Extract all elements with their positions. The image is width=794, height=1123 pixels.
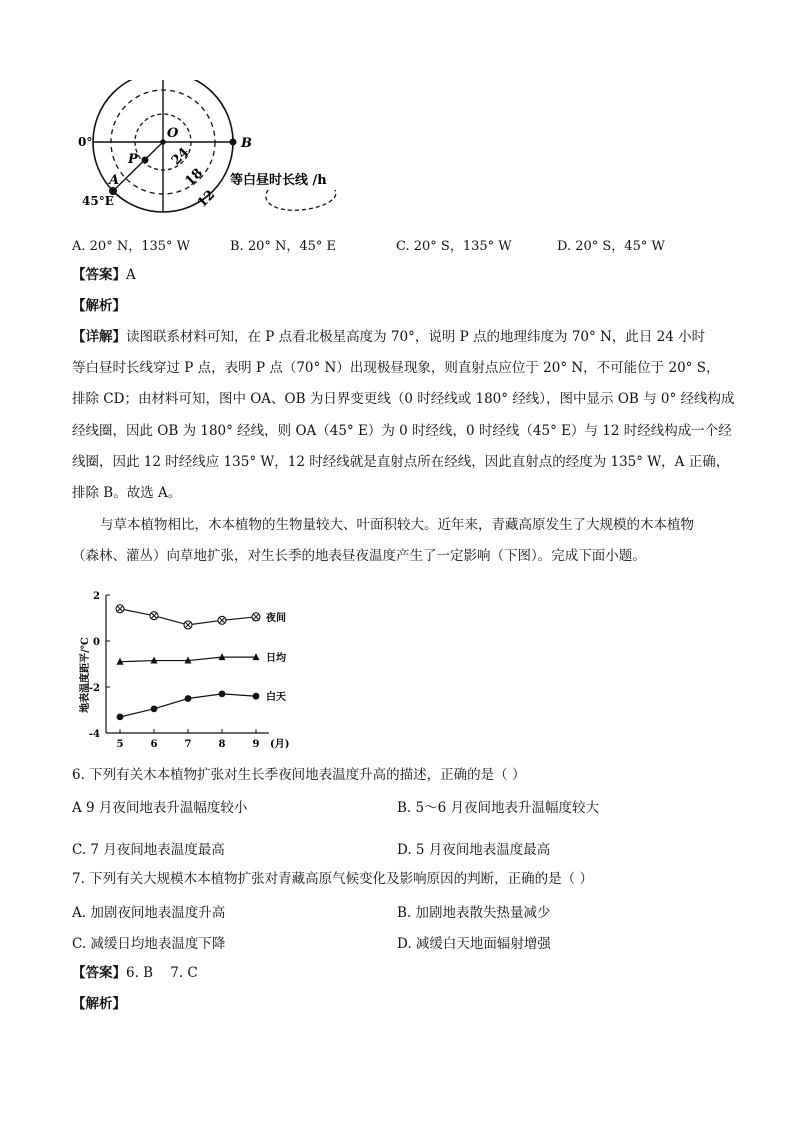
detail-line-5: 线圈，因此 12 时经线应 135° W，12 时经线就是直射点所在经线，因此直射点的经度为 135° W，A 正确， xyxy=(72,454,730,470)
label-O: O xyxy=(167,126,179,141)
label-12: 12 xyxy=(194,187,219,211)
label-P: P xyxy=(128,152,138,167)
analysis-label-2: 【解析】 xyxy=(72,996,126,1012)
q7-option-c: C. 减缓日均地表温度下降 xyxy=(72,936,226,952)
detail-label: 【详解】 xyxy=(72,329,126,345)
q5-option-d: D. 20° S，45° W xyxy=(557,239,665,254)
detail-line-4: 经线圈，因此 OB 为 180° 经线，则 OA（45° E）为 0 时经线，0 时经线（45° E）与 12 时经线构成一个经 xyxy=(72,423,732,439)
legend-label: 等白昼时长线 /h xyxy=(230,173,327,188)
y-axis-label: 地表温度距平/℃ xyxy=(80,637,91,713)
q6-option-d: D. 5 月夜间地表温度最高 xyxy=(397,842,551,858)
label-24: 24 xyxy=(168,145,193,169)
x-tick-label: 7 xyxy=(184,739,192,750)
polar-diagram xyxy=(70,80,350,215)
q5-option-a: A. 20° N，135° W xyxy=(72,239,191,254)
x-tick-label: 9 xyxy=(252,739,260,750)
q7-option-a: A. 加剧夜间地表温度升高 xyxy=(72,905,226,921)
q7-stem: 7. 下列有关大规模木本植物扩张对青藏高原气候变化及影响原因的判断，正确的是（ ） xyxy=(72,871,593,887)
q6-stem: 6. 下列有关木本植物扩张对生长季夜间地表温度升高的描述，正确的是（ ） xyxy=(72,767,526,783)
q6-option-b: B. 5～6 月夜间地表升温幅度较大 xyxy=(397,800,599,816)
point-day xyxy=(151,705,158,712)
answer-2 xyxy=(72,963,198,983)
y-tick-label: -2 xyxy=(88,683,100,694)
x-tick-label: 8 xyxy=(218,739,226,750)
y-tick-label: 2 xyxy=(93,591,100,602)
detail-line-1: 【详解】读图联系材料可知，在 P 点看北极星高度为 70°，说明 P 点的地理纬度为 70° N，此日 24 小时 xyxy=(72,329,706,345)
answer-1 xyxy=(72,265,136,285)
y-tick-label: 0 xyxy=(93,637,100,648)
x-tick-label: 6 xyxy=(150,739,158,750)
answer-2-value: 6. B 7. C xyxy=(126,965,198,981)
q7-option-d: D. 减缓白天地面辐射增强 xyxy=(397,936,551,952)
series-label-1: 日均 xyxy=(266,653,286,665)
point-day xyxy=(253,693,260,700)
point-day xyxy=(219,691,226,698)
label-45E: 45°E xyxy=(82,194,114,208)
detail-line-6: 排除 B。故选 A。 xyxy=(72,485,182,501)
temperature-anomaly-chart xyxy=(74,585,304,755)
analysis-label-1: 【解析】 xyxy=(72,298,126,314)
label-18: 18 xyxy=(182,165,206,190)
line-OA xyxy=(113,142,163,191)
passage-line-2: （森林、灌丛）向草地扩张，对生长季的地表昼夜温度产生了一定影响（下图）。完成下面小题。 xyxy=(72,548,646,564)
point-day xyxy=(117,714,124,721)
series-label-0: 夜间 xyxy=(266,612,286,624)
point-O xyxy=(160,139,166,145)
detail-line-2: 等白昼时长线穿过 P 点，表明 P 点（70° N）出现极昼现象，则直射点应位于 20° N，不可能位于 20° S， xyxy=(72,360,720,376)
x-unit-label: (月) xyxy=(270,739,290,750)
y-tick-label: -4 xyxy=(88,729,100,740)
label-0-degree: 0° xyxy=(78,135,93,149)
detail-line-3: 排除 CD；由材料可知，图中 OA、OB 为日界变更线（0 时经线或 180° 经线），图中显示 OB 与 0° 经线构成 xyxy=(72,391,735,407)
label-B: B xyxy=(241,136,252,151)
answer-value: A xyxy=(126,267,136,283)
q6-option-a: A 9 月夜间地表升温幅度较小 xyxy=(72,800,248,816)
q6-option-c: C. 7 月夜间地表温度最高 xyxy=(72,842,225,858)
point-B xyxy=(230,139,237,146)
q5-option-c: C. 20° S，135° W xyxy=(396,239,512,254)
label-A: A xyxy=(109,173,120,188)
point-P xyxy=(142,157,149,164)
legend-dashed-line xyxy=(266,190,336,210)
x-tick-label: 5 xyxy=(116,739,124,750)
answer-2-label: 【答案】 xyxy=(72,965,126,981)
q7-option-b: B. 加剧地表散失热量减少 xyxy=(397,905,551,921)
answer-label: 【答案】 xyxy=(72,267,126,283)
series-label-2: 白天 xyxy=(266,692,286,704)
q5-option-b: B. 20° N，45° E xyxy=(230,239,337,254)
point-day xyxy=(185,695,192,702)
passage-line-1: 与草本植物相比，木本植物的生物量较大、叶面积较大。近年来，青藏高原发生了大规模的木本植物 xyxy=(100,517,694,533)
